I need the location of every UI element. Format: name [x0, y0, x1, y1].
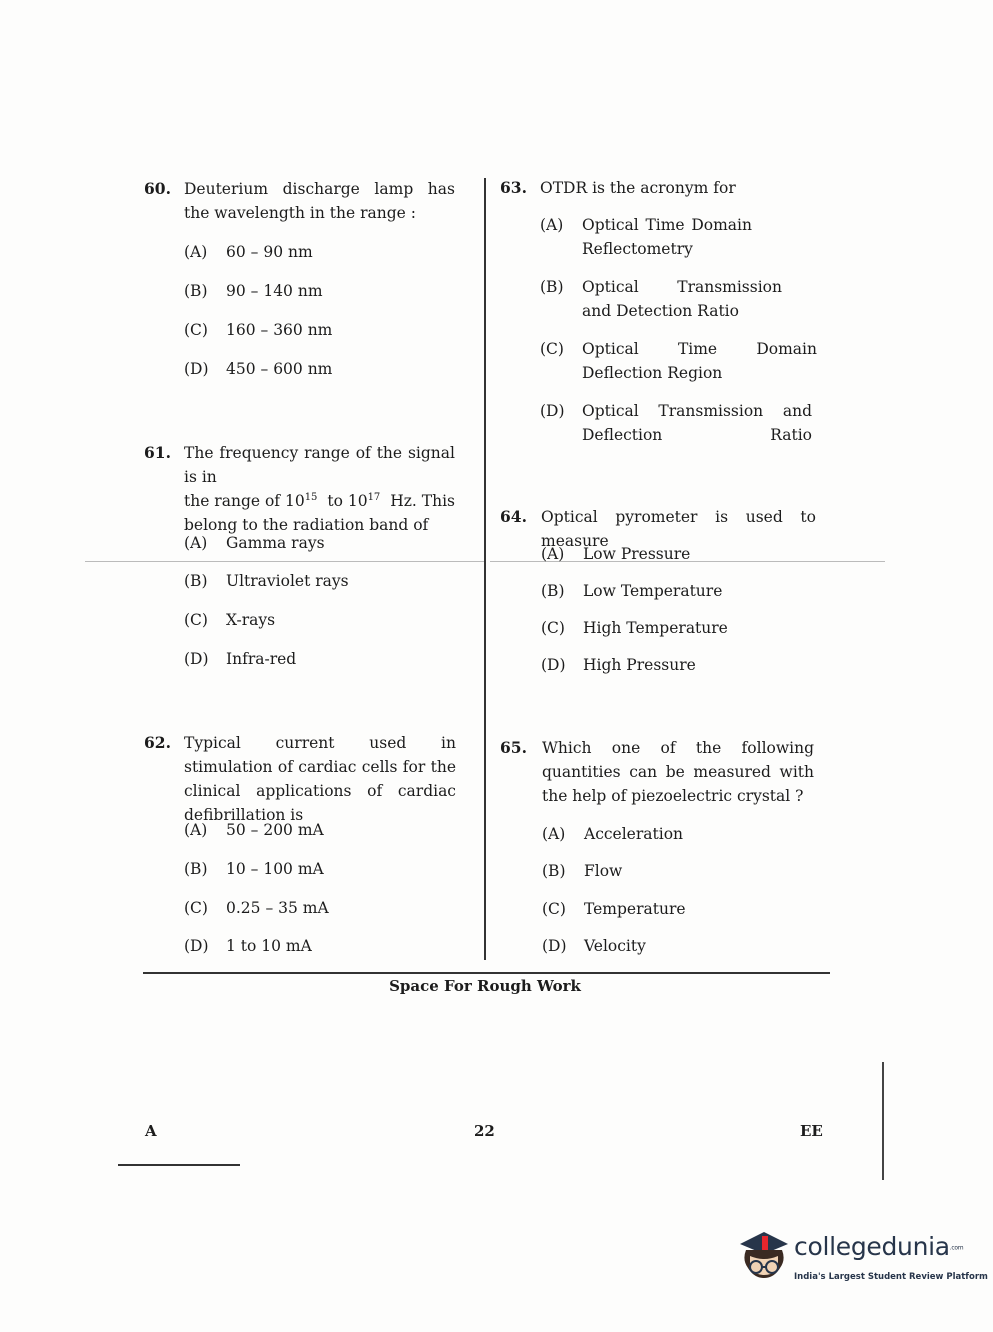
- question-stem: Optical pyrometer is used to measure: [541, 508, 816, 550]
- rough-work-rule: [143, 972, 830, 974]
- question-number: 62.: [144, 733, 171, 752]
- logo-wordmark: collegedunia.com: [794, 1232, 964, 1261]
- footer-page-number: 22: [474, 1122, 495, 1140]
- question-stem: OTDR is the acronym for: [540, 179, 736, 197]
- option-d: (D) Velocity: [542, 937, 646, 955]
- option-c: (C) High Temperature: [541, 619, 728, 637]
- option-a: (A) Low Pressure: [541, 545, 691, 563]
- question-62: [144, 731, 464, 961]
- rough-work-label: Space For Rough Work: [389, 977, 581, 995]
- scan-artifact-line: [118, 1164, 240, 1166]
- option-c: (C) X-rays: [184, 611, 276, 629]
- question-number: 63.: [500, 178, 527, 197]
- option-c: (C) Optical Time Domain Deflection Region: [540, 340, 817, 382]
- question-number: 65.: [500, 738, 527, 757]
- scan-artifact-edge: [882, 1062, 884, 1180]
- option-a: (A) Gamma rays: [184, 534, 325, 552]
- question-number: 60.: [144, 179, 171, 198]
- question-stem: Typical current used in stimulation of cardiac cells for the clinical applications of cardiac defibrillation is: [184, 734, 456, 824]
- footer-code: EE: [800, 1122, 823, 1140]
- option-b: (B) Low Temperature: [541, 582, 723, 600]
- question-number: 64.: [500, 507, 527, 526]
- question-number: 61.: [144, 443, 171, 462]
- question-64: [500, 505, 820, 685]
- question-60: [144, 177, 464, 387]
- logo-tagline: India's Largest Student Review Platform: [794, 1272, 988, 1282]
- option-b: (B) Ultraviolet rays: [184, 572, 349, 590]
- option-d: (D) 450 – 600 nm: [184, 360, 333, 378]
- option-b: (B) 10 – 100 mA: [184, 860, 324, 878]
- question-stem: Deuterium discharge lamp has the wavelength in the range :: [184, 180, 455, 222]
- question-stem: The frequency range of the signal is in the range of $10^{15}$ to $10^{17}$ Hz. This belong to the radiation band of: [184, 444, 455, 534]
- question-63: [500, 176, 820, 446]
- option-d: (D) Infra-red: [184, 650, 297, 668]
- question-65: [500, 736, 820, 966]
- option-c: (C) 0.25 – 35 mA: [184, 899, 329, 917]
- collegedunia-logo: [736, 1226, 988, 1288]
- option-a: (A) 60 – 90 nm: [184, 243, 313, 261]
- option-a: (A) Acceleration: [542, 825, 684, 843]
- column-divider: [484, 178, 486, 960]
- option-b: (B) Flow: [542, 862, 623, 880]
- footer-set: A: [145, 1122, 157, 1140]
- option-d: (D) 1 to 10 mA: [184, 937, 312, 955]
- option-d: (D) Optical Transmission and Deflection Ratio: [540, 402, 812, 444]
- question-61: [144, 441, 464, 671]
- option-a: (A) Optical Time Domain Reflectometry: [540, 216, 752, 258]
- option-c: (C) 160 – 360 nm: [184, 321, 333, 339]
- mascot-icon: [736, 1226, 792, 1284]
- option-b: (B) Optical Transmission and Detection Ratio: [540, 278, 782, 320]
- question-stem: Which one of the following quantities can be measured with the help of piezoelectric crystal ?: [542, 739, 814, 805]
- option-c: (C) Temperature: [542, 900, 686, 918]
- option-d: (D) High Pressure: [541, 656, 696, 674]
- option-a: (A) 50 – 200 mA: [184, 821, 324, 839]
- option-b: (B) 90 – 140 nm: [184, 282, 323, 300]
